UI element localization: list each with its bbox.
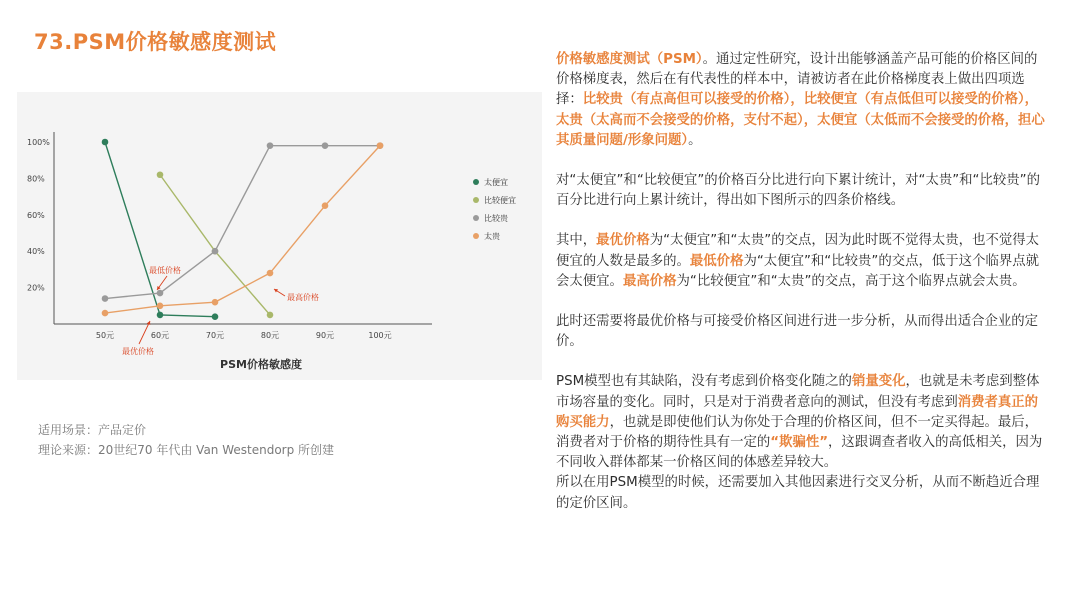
- body-text: PSM模型也有其缺陷，没有考虑到价格变化随之的: [556, 374, 852, 390]
- meta-info: [38, 420, 334, 460]
- highlight-text: “欺骗性”: [770, 435, 829, 451]
- data-point: [212, 313, 219, 320]
- paragraph-gap: [556, 352, 1048, 372]
- data-point: [267, 312, 274, 319]
- data-point: [102, 295, 109, 302]
- highlight-text: 最低价格: [689, 253, 744, 269]
- highlight-text: 最优价格: [596, 233, 650, 249]
- scene-text: 适用场景：产品定价: [38, 423, 147, 437]
- paragraph-3: [556, 231, 1048, 292]
- body-text: 。通过定性研究，设计出能够涵盖产品可能的价格区间的价格梯度表，然后在有代表性的样本中，请被访者在此价格梯度表上做出四项选择：: [556, 52, 1038, 108]
- page-title: 73.PSM价格敏感度测试: [34, 30, 277, 54]
- annotation-label: 最高价格: [287, 293, 319, 302]
- series-line-2: [160, 175, 270, 315]
- x-tick-label: 80元: [260, 331, 280, 340]
- legend-marker: [473, 215, 479, 221]
- annotation-label: 最低价格: [149, 266, 181, 275]
- paragraph-6: [556, 473, 1048, 513]
- highlight-text: 最高价格: [622, 273, 677, 289]
- body-text: 为“比较便宜”和“太贵”的交点，高于这个临界点就会太贵。: [676, 273, 1026, 289]
- legend-label: 太贵: [484, 232, 500, 241]
- y-tick-label: 60%: [27, 210, 45, 220]
- series-line-4: [105, 146, 380, 313]
- body-text: 对“太便宜”和“比较便宜”的价格百分比进行向下累计统计，对“太贵”和“比较贵”的百分比进行向上累计统计，得出如下图所示的四条价格线。: [556, 173, 1040, 209]
- legend-marker: [473, 179, 479, 185]
- y-tick-label: 20%: [27, 283, 45, 293]
- data-point: [267, 142, 274, 149]
- legend-label: 太便宜: [484, 178, 508, 187]
- legend-label: 比较便宜: [484, 196, 516, 205]
- description-column: [556, 50, 1048, 514]
- y-tick-label: 40%: [27, 247, 45, 257]
- chart-title: PSM价格敏感度: [220, 358, 302, 371]
- x-tick-label: 50元: [95, 331, 115, 340]
- data-point: [212, 299, 219, 306]
- paragraph-1: [556, 50, 1048, 151]
- body-text: ，也就是未考虑到整体市场容量的变化。同时，只是对于消费者意向的测试，但没有考虑到: [556, 374, 1040, 410]
- data-point: [322, 142, 329, 149]
- data-point: [322, 202, 329, 209]
- body-text: 为“太便宜”和“比较贵”的交点，低于这个临界点就会太便宜。: [556, 253, 1040, 289]
- data-point: [102, 310, 109, 317]
- arrow-head: [157, 286, 161, 290]
- x-tick-label: 70元: [205, 331, 225, 340]
- paragraph-gap: [556, 151, 1048, 171]
- series-line-3: [105, 146, 380, 299]
- psm-chart: [17, 92, 542, 380]
- highlight-text: 比较贵（有点高但可以接受的价格），比较便宜（有点低但可以接受的价格），太贵（太高而不会接受的价格，支付不起），太便宜（太低而不会接受的价格，担心其质量问题/形象问题）: [556, 92, 1045, 148]
- body-text: 为“太便宜”和“太贵”的交点，因为此时既不觉得太贵，也不觉得太便宜的人数是最多的。: [556, 233, 1040, 269]
- highlight-text: 价格敏感度测试（PSM）: [556, 52, 703, 67]
- data-point: [102, 139, 109, 146]
- data-point: [157, 303, 164, 310]
- body-text: ，也就是即使他们认为你处于合理的价格区间，但不一定买得起。最后，消费者对于价格的期待性具有一定的: [556, 414, 1039, 451]
- x-tick-label: 100元: [368, 331, 392, 340]
- paragraph-4: [556, 312, 1048, 352]
- x-tick-label: 90元: [315, 331, 335, 340]
- x-tick-label: 60元: [150, 331, 170, 340]
- data-point: [267, 270, 274, 277]
- data-point: [157, 312, 164, 319]
- data-point: [157, 290, 164, 297]
- highlight-text: 销量变化: [851, 374, 906, 390]
- data-point: [157, 171, 164, 178]
- highlight-text: 消费者真正的购买能力: [556, 394, 1039, 430]
- data-point: [377, 142, 384, 149]
- paragraph-gap: [556, 292, 1048, 312]
- data-point: [212, 248, 219, 255]
- paragraph-5: [556, 372, 1048, 473]
- body-text: 。: [688, 132, 702, 148]
- paragraph-2: [556, 171, 1048, 211]
- y-tick-label: 80%: [27, 174, 45, 184]
- body-text: 此时还需要将最优价格与可接受价格区间进行进一步分析，从而得出适合企业的定价。: [556, 314, 1039, 350]
- legend-marker: [473, 233, 479, 239]
- body-text: 所以在用PSM模型的时候，还需要加入其他因素进行交叉分析，从而不断趋近合理的定价区间。: [556, 475, 1040, 511]
- psm-chart-panel: [17, 92, 542, 380]
- y-tick-label: 100%: [27, 138, 50, 147]
- legend-label: 比较贵: [484, 214, 508, 223]
- body-text: 其中，: [556, 233, 597, 249]
- source-text: 理论来源：20世纪70 年代由 Van Westendorp 所创建: [38, 443, 335, 457]
- paragraph-gap: [556, 211, 1048, 231]
- body-text: ，这跟调查者收入的高低相关，因为不同收入群体都某一价格区间的体感差异较大。: [556, 435, 1043, 471]
- legend-marker: [473, 197, 479, 203]
- annotation-label: 最优价格: [122, 347, 154, 356]
